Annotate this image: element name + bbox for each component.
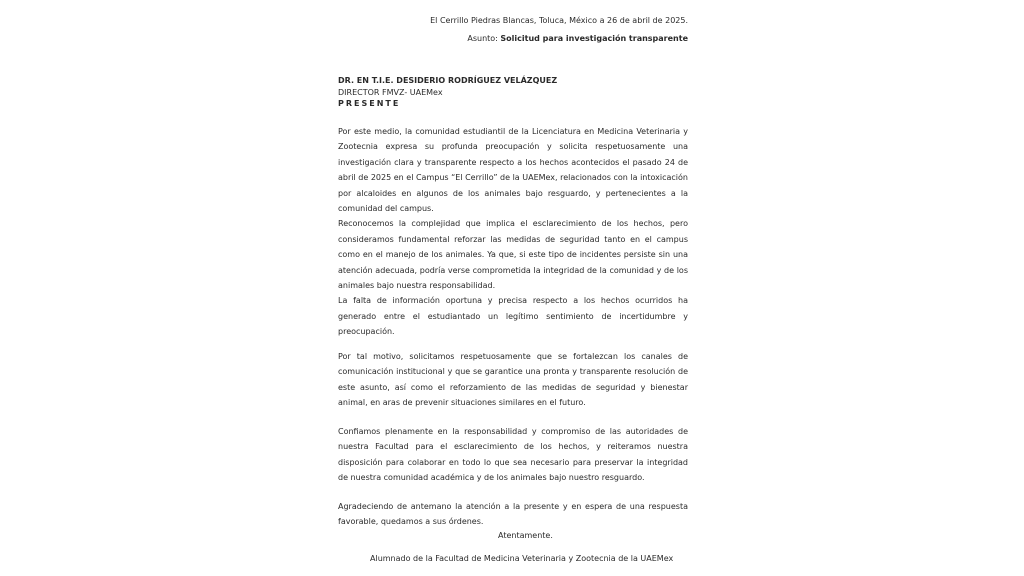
body-block-4 bbox=[338, 499, 688, 530]
subject-text: Solicitud para investigación transparente bbox=[500, 34, 688, 43]
signature: Alumnado de la Facultad de Medicina Veterinaria y Zootecnia de la UAEMex bbox=[370, 554, 674, 563]
paragraph-2: Reconocemos la complejidad que implica el esclarecimiento de los hechos, pero consideramos fundamental reforzar las medidas de seguridad tanto en el campus como en el manejo de los animales. Ya que, si este tipo de incidentes persiste sin una atención adecuada, podría verse comprometida la integridad de la comunidad y de los animales bajo nuestra responsabilidad. bbox=[338, 219, 688, 291]
subject-line bbox=[467, 34, 688, 44]
paragraph-3: La falta de información oportuna y precisa respecto a los hechos ocurridos ha generado entre el estudiantado un legítimo sentimiento de incertidumbre y preocupación. bbox=[338, 296, 688, 337]
recipient-name: DR. EN T.I.E. DESIDERIO RODRÍGUEZ VELÁZQUEZ bbox=[338, 76, 558, 85]
letter-page bbox=[338, 0, 688, 576]
farewell: Atentamente. bbox=[498, 531, 553, 540]
place-date: El Cerrillo Piedras Blancas, Toluca, México a 26 de abril de 2025. bbox=[430, 16, 688, 25]
body-block-3 bbox=[338, 424, 688, 486]
body-block-1 bbox=[338, 124, 688, 340]
presente-label: PRESENTE bbox=[338, 99, 401, 108]
recipient-title: DIRECTOR FMVZ- UAEMex bbox=[338, 88, 443, 97]
paragraph-6: Agradeciendo de antemano la atención a la presente y en espera de una respuesta favorable, quedamos a sus órdenes. bbox=[338, 502, 688, 527]
paragraph-4: Por tal motivo, solicitamos respetuosamente que se fortalezcan los canales de comunicación institucional y que se garantice una pronta y transparente resolución de este asunto, así como el reforzamiento de las medidas de seguridad y bienestar animal, en aras de prevenir situaciones similares en el futuro. bbox=[338, 352, 688, 408]
body-block-2 bbox=[338, 349, 688, 411]
paragraph-5: Confiamos plenamente en la responsabilidad y compromiso de las autoridades de nuestra Facultad para el esclarecimiento de los hechos, y reiteramos nuestra disposición para colaborar en todo lo que sea necesario para preservar la integridad de nuestra comunidad académica y de los animales bajo nuestro resguardo. bbox=[338, 427, 688, 483]
subject-label: Asunto: bbox=[467, 34, 501, 43]
paragraph-1: Por este medio, la comunidad estudiantil de la Licenciatura en Medicina Veterinaria y Zootecnia expresa su profunda preocupación y solicita respetuosamente una investigación clara y transparente respecto a los hechos acontecidos el pasado 24 de abril de 2025 en el Campus “El Cerrillo” de la UAEMex, relacionados con la intoxicación por alcaloides en algunos de los animales bajo resguardo, y pertenecientes a la comunidad del campus. bbox=[338, 127, 688, 214]
